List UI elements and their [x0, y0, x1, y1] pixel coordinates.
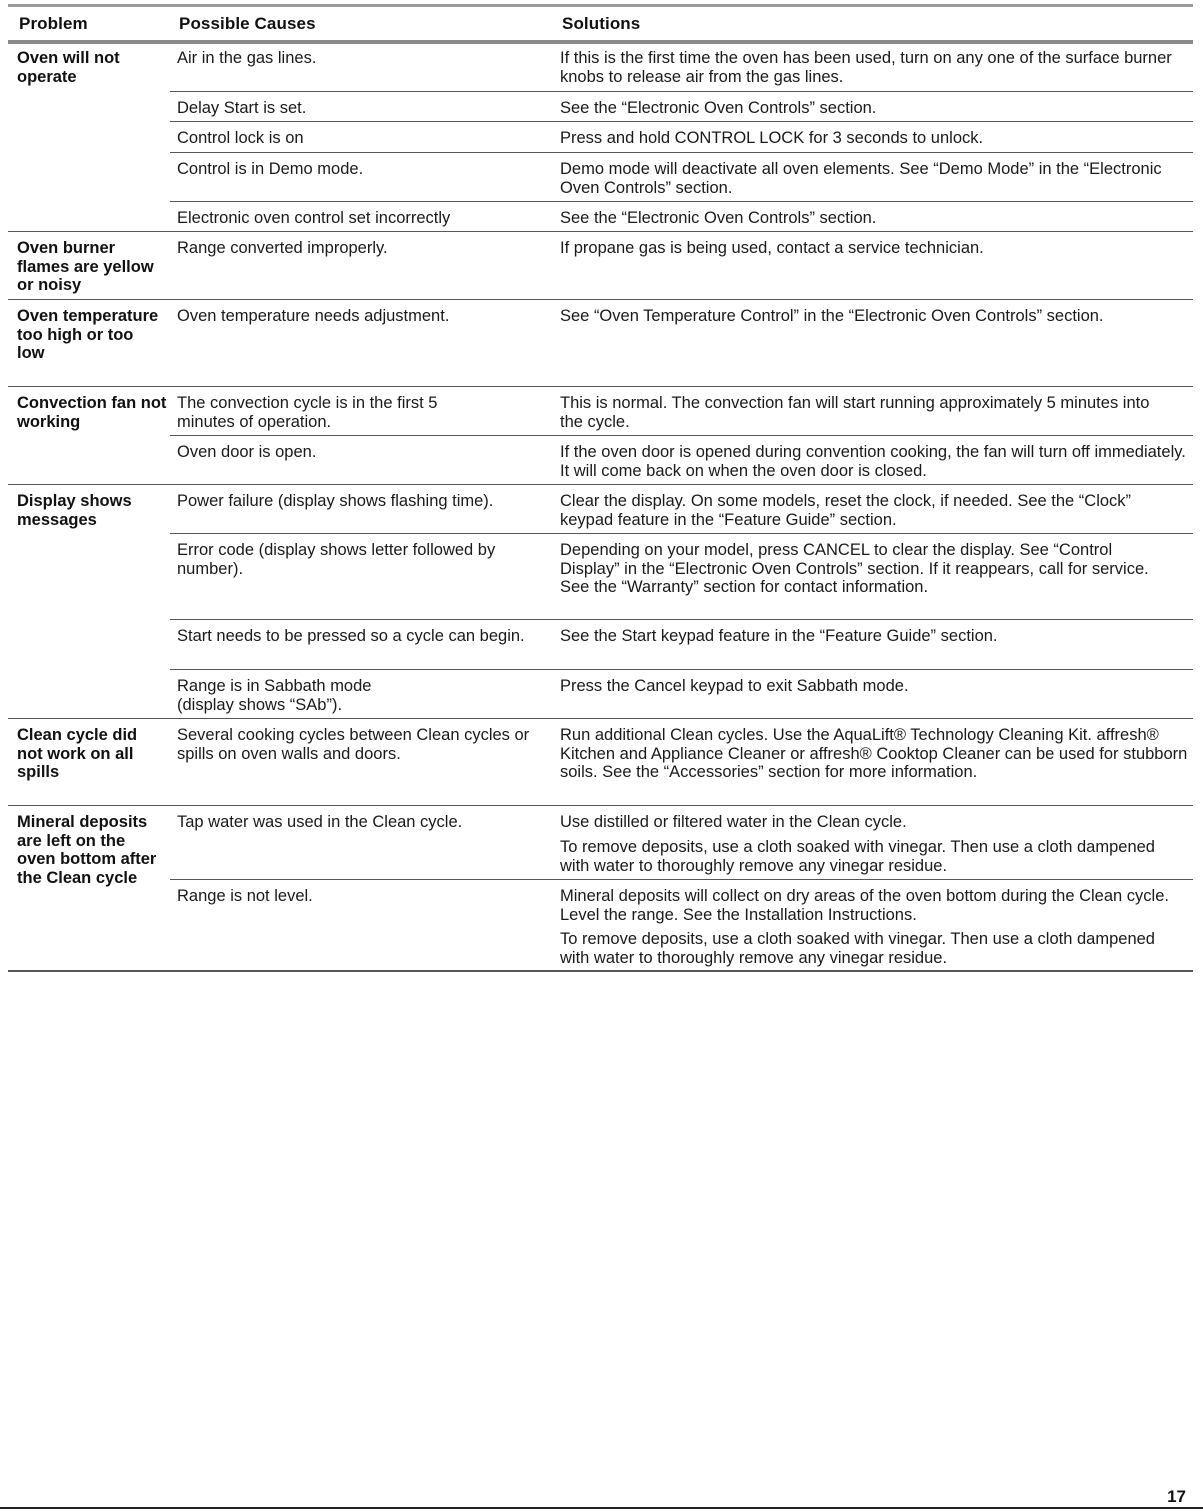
- problem-display-shows-messages: Display shows messages: [17, 492, 132, 529]
- table-bottom-rule: [8, 970, 1193, 972]
- header-solutions: Solutions: [562, 14, 641, 33]
- row-divider: [170, 201, 1193, 202]
- group-divider: [8, 718, 1193, 719]
- page-number: 17: [1167, 1487, 1186, 1506]
- solution-cell: [560, 726, 1188, 782]
- footer-rule: [0, 1507, 1203, 1509]
- solution-cell: This is normal. The convection fan will start running approximately 5 minutes into the cycle.: [560, 394, 1150, 431]
- solution-cell: Demo mode will deactivate all oven elements. See “Demo Mode” in the “Electronic Oven Controls” section.: [560, 160, 1162, 197]
- row-divider: [170, 879, 1193, 880]
- row-divider: [170, 91, 1193, 92]
- problem-oven-temperature: Oven temperature too high or too low: [17, 307, 159, 363]
- group-divider: [8, 299, 1193, 300]
- solution-cell: If this is the first time the oven has been used, turn on any one of the surface burner knobs to release air from the gas lines.: [560, 49, 1172, 86]
- row-divider: [170, 152, 1193, 153]
- problem-oven-will-not-operate: Oven will not operate: [17, 49, 120, 86]
- solution-cell: See the “Electronic Oven Controls” section.: [560, 209, 877, 227]
- cause-cell: Power failure (display shows flashing time).: [177, 492, 494, 510]
- cause-cell: Delay Start is set.: [177, 99, 307, 117]
- problem-oven-burner-flames: Oven burner flames are yellow or noisy: [17, 239, 154, 295]
- header-possible-causes: Possible Causes: [179, 14, 316, 33]
- cause-cell: Error code (display shows letter followed by number).: [177, 541, 496, 578]
- solution-cell-extra: To remove deposits, use a cloth soaked with vinegar. Then use a cloth dampened with water to thoroughly remove any vinegar residue.: [560, 930, 1155, 967]
- group-divider: [8, 484, 1193, 485]
- row-divider: [170, 435, 1193, 436]
- header-problem: Problem: [19, 14, 88, 33]
- problem-clean-cycle: Clean cycle did not work on all spills: [17, 726, 138, 782]
- row-divider: [170, 121, 1193, 122]
- cause-cell: Oven temperature needs adjustment.: [177, 307, 450, 325]
- group-divider: [8, 231, 1193, 232]
- solution-cell: See “Oven Temperature Control” in the “Electronic Oven Controls” section.: [560, 307, 1104, 325]
- cause-cell: Air in the gas lines.: [177, 49, 317, 67]
- cause-cell: Start needs to be pressed so a cycle can begin.: [177, 627, 525, 645]
- solution-cell: Mineral deposits will collect on dry areas of the oven bottom during the Clean cycle. Level the range. See the Installation Instructions.: [560, 887, 1169, 924]
- solution-cell: Use distilled or filtered water in the Clean cycle.: [560, 813, 907, 831]
- cause-cell: Control lock is on: [177, 129, 304, 147]
- table-header-row: [8, 7, 1193, 40]
- problem-convection-fan: Convection fan not working: [17, 394, 167, 431]
- solution-cell: Press the Cancel keypad to exit Sabbath mode.: [560, 677, 909, 695]
- cause-cell: Tap water was used in the Clean cycle.: [177, 813, 463, 831]
- solution-cell: Press and hold CONTROL LOCK for 3 seconds to unlock.: [560, 129, 984, 147]
- cause-cell: Oven door is open.: [177, 443, 317, 461]
- row-divider: [170, 619, 1193, 620]
- table-header-rule: [8, 40, 1193, 44]
- group-divider: [8, 386, 1193, 387]
- problem-mineral-deposits: Mineral deposits are left on the oven bottom after the Clean cycle: [17, 813, 157, 887]
- solution-cell: See the “Electronic Oven Controls” section.: [560, 99, 877, 117]
- solution-cell: See the Start keypad feature in the “Feature Guide” section.: [560, 627, 998, 645]
- solution-text: Run additional Clean cycles. Use the AquaLift® Technology Cleaning Kit. affresh® Kitchen and Appliance Cleaner or affresh® Cooktop Cleaner can be used for stubborn soils. See the “Accessories” section for more information.: [560, 726, 1188, 782]
- cause-cell: Electronic oven control set incorrectly: [177, 209, 451, 227]
- solution-cell: Clear the display. On some models, reset the clock, if needed. See the “Clock” keypad feature in the “Feature Guide” section.: [560, 492, 1132, 529]
- solution-cell-extra: To remove deposits, use a cloth soaked with vinegar. Then use a cloth dampened with water to thoroughly remove any vinegar residue.: [560, 838, 1155, 875]
- row-divider: [170, 669, 1193, 670]
- cause-cell: The convection cycle is in the first 5 minutes of operation.: [177, 394, 438, 431]
- cause-cell: Several cooking cycles between Clean cycles or spills on oven walls and doors.: [177, 726, 530, 763]
- cause-cell: Range converted improperly.: [177, 239, 388, 257]
- cause-cell: Control is in Demo mode.: [177, 160, 364, 178]
- solution-cell: Depending on your model, press CANCEL to clear the display. See “Control Display” in the “Electronic Oven Controls” section. If it reappears, call for service. See the “Warranty” section for contact information.: [560, 541, 1149, 597]
- solution-cell: If propane gas is being used, contact a service technician.: [560, 239, 984, 257]
- cause-cell: Range is not level.: [177, 887, 313, 905]
- cause-cell: Range is in Sabbath mode (display shows “SAb”).: [177, 677, 372, 714]
- row-divider: [170, 533, 1193, 534]
- solution-cell: If the oven door is opened during convention cooking, the fan will turn off immediately. It will come back on when the oven door is closed.: [560, 443, 1186, 480]
- group-divider: [8, 805, 1193, 806]
